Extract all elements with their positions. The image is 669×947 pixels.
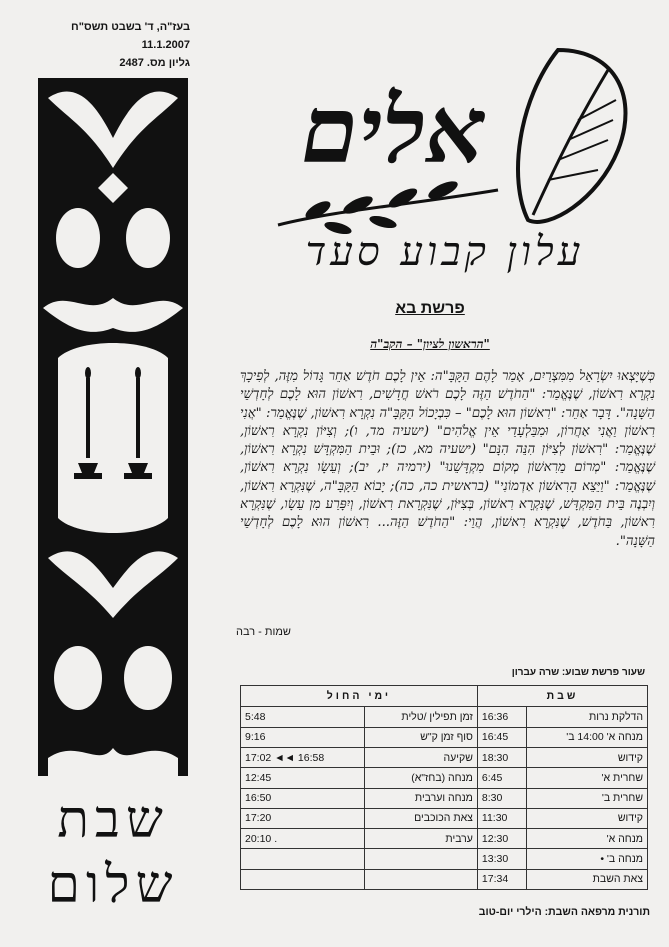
issue-number: גליון מס. 2487 bbox=[119, 57, 190, 69]
weekday-label bbox=[364, 849, 477, 869]
hebrew-date: בעז"ה, ד' בשבט תשס"ח bbox=[71, 21, 190, 33]
article-topic: "הראשון לציון" – הקב"ה bbox=[370, 337, 490, 351]
table-header-row bbox=[241, 686, 648, 707]
weekday-label: צאת הכוכבים bbox=[364, 808, 477, 828]
table-row bbox=[241, 768, 648, 788]
table-row bbox=[241, 849, 648, 869]
duty-nurse-note: תורנית מרפאה השבת: הילרי יום-טוב bbox=[478, 906, 650, 918]
weekday-label: זמן תפילין /טלית bbox=[364, 707, 477, 727]
shabbat-label: מנחה א' bbox=[527, 829, 648, 849]
shabbat-text: שבת bbox=[57, 790, 169, 850]
shabbat-label: שחרית ב' bbox=[527, 788, 648, 808]
shabbat-label: שחרית א' bbox=[527, 768, 648, 788]
weekday-time: 17:02 ◄◄ 16:58 bbox=[241, 747, 365, 767]
table-row bbox=[241, 869, 648, 889]
table-row bbox=[241, 727, 648, 747]
shalom-text: שלום bbox=[47, 855, 179, 915]
weekday-label: ערבית bbox=[364, 829, 477, 849]
shabbat-time: 18:30 bbox=[477, 747, 527, 767]
shabbat-label: הדלקת נרות bbox=[527, 707, 648, 727]
weekday-time: 5:48 bbox=[241, 707, 365, 727]
shabbat-time: 16:36 bbox=[477, 707, 527, 727]
shabbat-time: 12:30 bbox=[477, 829, 527, 849]
weekday-time bbox=[241, 849, 365, 869]
article-body: כְּשֶׁיָּצְאוּ יִשְׂרָאֵל מִמִּצְרַיִם, אָמַר לָהֶם הַקָּבָּ"ה: אֵין לָכֶם חֹדֶשׁ אַחֵר גָּדוֹל מִזֶּה, לְפִיכָךְ נִקְרָא רִאשׁוֹן, שֶׁנֶּאֱמַר: "הַחֹדֶשׁ הַזֶּה לָכֶם רֹאשׁ חֳדָשִׁים, רִאשׁוֹן הוּא לָכֶם לְחָדְשֵׁי הַשָּׁנָה". דָּבָר אַחֵר: "רִאשׁוֹן הוּא לָכֶם" – כִּבְיָכוֹל הַקָּבָּ"ה נִקְרָא רִאשׁוֹן, שֶׁנֶּאֱמַר: "אֲנִי רִאשׁוֹן וַאֲנִי אַחֲרוֹן, וּמִבַּלְעָדַי אֵין אֱלֹהִים" (ישעיה מד, ו); וְצִיּוֹן נִקְרָא רִאשׁוֹן, שֶׁנֶּאֱמַר: "רִאשׁוֹן לְצִיּוֹן הִנֵּה הִנָּם" (ישעיה מא, כז); וּבֵית הַמִּקְדָּשׁ נִקְרָא רִאשׁוֹן, שֶׁנֶּאֱמַר: "מְרוֹם מֵרִאשׁוֹן מְקוֹם מִקְדָּשֵׁנוּ" (ירמיה יז, יב); וְעֵשָׂו נִקְרָא רִאשׁוֹן, שֶׁנֶּאֱמַר: "וַיֵּצֵא הָרִאשׁוֹן אַדְמוֹנִי" (בראשית כה, כה); יָבוֹא הַקָּבָּ"ה, שֶׁנִּקְרָא רִאשׁוֹן, וְיִבְנֶה בֵּית הַמִּקְדָּשׁ, שֶׁנִּקְרָא רִאשׁוֹן, בְּצִיּוֹן, שֶׁנִּקְרָאת רִאשׁוֹן, וְיִפָּרַע מִן עֵשָׂו, שֶׁנִּקְרָא רִאשׁוֹן, בַּחֹדֶשׁ, שֶׁנִּקְרָא רִאשׁוֹן, הֲוֵי: "הַחֹדֶשׁ הַזֶּה... רִאשׁוֹן הוּא לָכֶם לְחָדְשֵׁי הַשָּׁנָה". bbox=[240, 369, 655, 549]
table-row bbox=[241, 808, 648, 828]
prayer-times-table bbox=[240, 685, 648, 890]
shabbat-time: 6:45 bbox=[477, 768, 527, 788]
parasha-title: פרשת בא bbox=[395, 300, 465, 317]
shabbat-time: 8:30 bbox=[477, 788, 527, 808]
weekday-time: 16:50 bbox=[241, 788, 365, 808]
weekday-label: מנחה (בחז"א) bbox=[364, 768, 477, 788]
logo-subtitle: עלון קבוע סעד bbox=[305, 229, 585, 275]
weekday-label bbox=[364, 869, 477, 889]
weekday-time: 17:20 bbox=[241, 808, 365, 828]
table-row bbox=[241, 829, 648, 849]
logo-title: אלים bbox=[301, 76, 485, 184]
weekday-label: מנחה וערבית bbox=[364, 788, 477, 808]
weekday-time: 12:45 bbox=[241, 768, 365, 788]
weekly-lesson: שעור פרשת שבוע: שרה עברון bbox=[511, 667, 645, 678]
shabbat-header: שבת bbox=[477, 686, 647, 707]
weekday-label: סוף זמן ק"ש bbox=[364, 727, 477, 747]
shabbat-time: 13:30 bbox=[477, 849, 527, 869]
gregorian-date: 11.1.2007 bbox=[141, 39, 190, 51]
weekday-time: 20:10 . bbox=[241, 829, 365, 849]
shabbat-time: 16:45 bbox=[477, 727, 527, 747]
article-source: שמות - רבה bbox=[236, 626, 291, 638]
weekday-time: 9:16 bbox=[241, 727, 365, 747]
shabbat-label: צאת השבת bbox=[527, 869, 648, 889]
decorative-ornament-panel bbox=[38, 78, 188, 776]
table-row bbox=[241, 747, 648, 767]
weekday-header: ימי החול bbox=[241, 686, 478, 707]
table-row bbox=[241, 707, 648, 727]
shabbat-label: מנחה ב' • bbox=[527, 849, 648, 869]
shabbat-time: 17:34 bbox=[477, 869, 527, 889]
shabbat-time: 11:30 bbox=[477, 808, 527, 828]
table-row bbox=[241, 788, 648, 808]
shabbat-label: קידוש bbox=[527, 747, 648, 767]
shabbat-label: קידוש bbox=[527, 808, 648, 828]
weekday-label: שקיעה bbox=[364, 747, 477, 767]
weekday-time bbox=[241, 869, 365, 889]
shabbat-label: מנחה א' 14:00 ב' bbox=[527, 727, 648, 747]
